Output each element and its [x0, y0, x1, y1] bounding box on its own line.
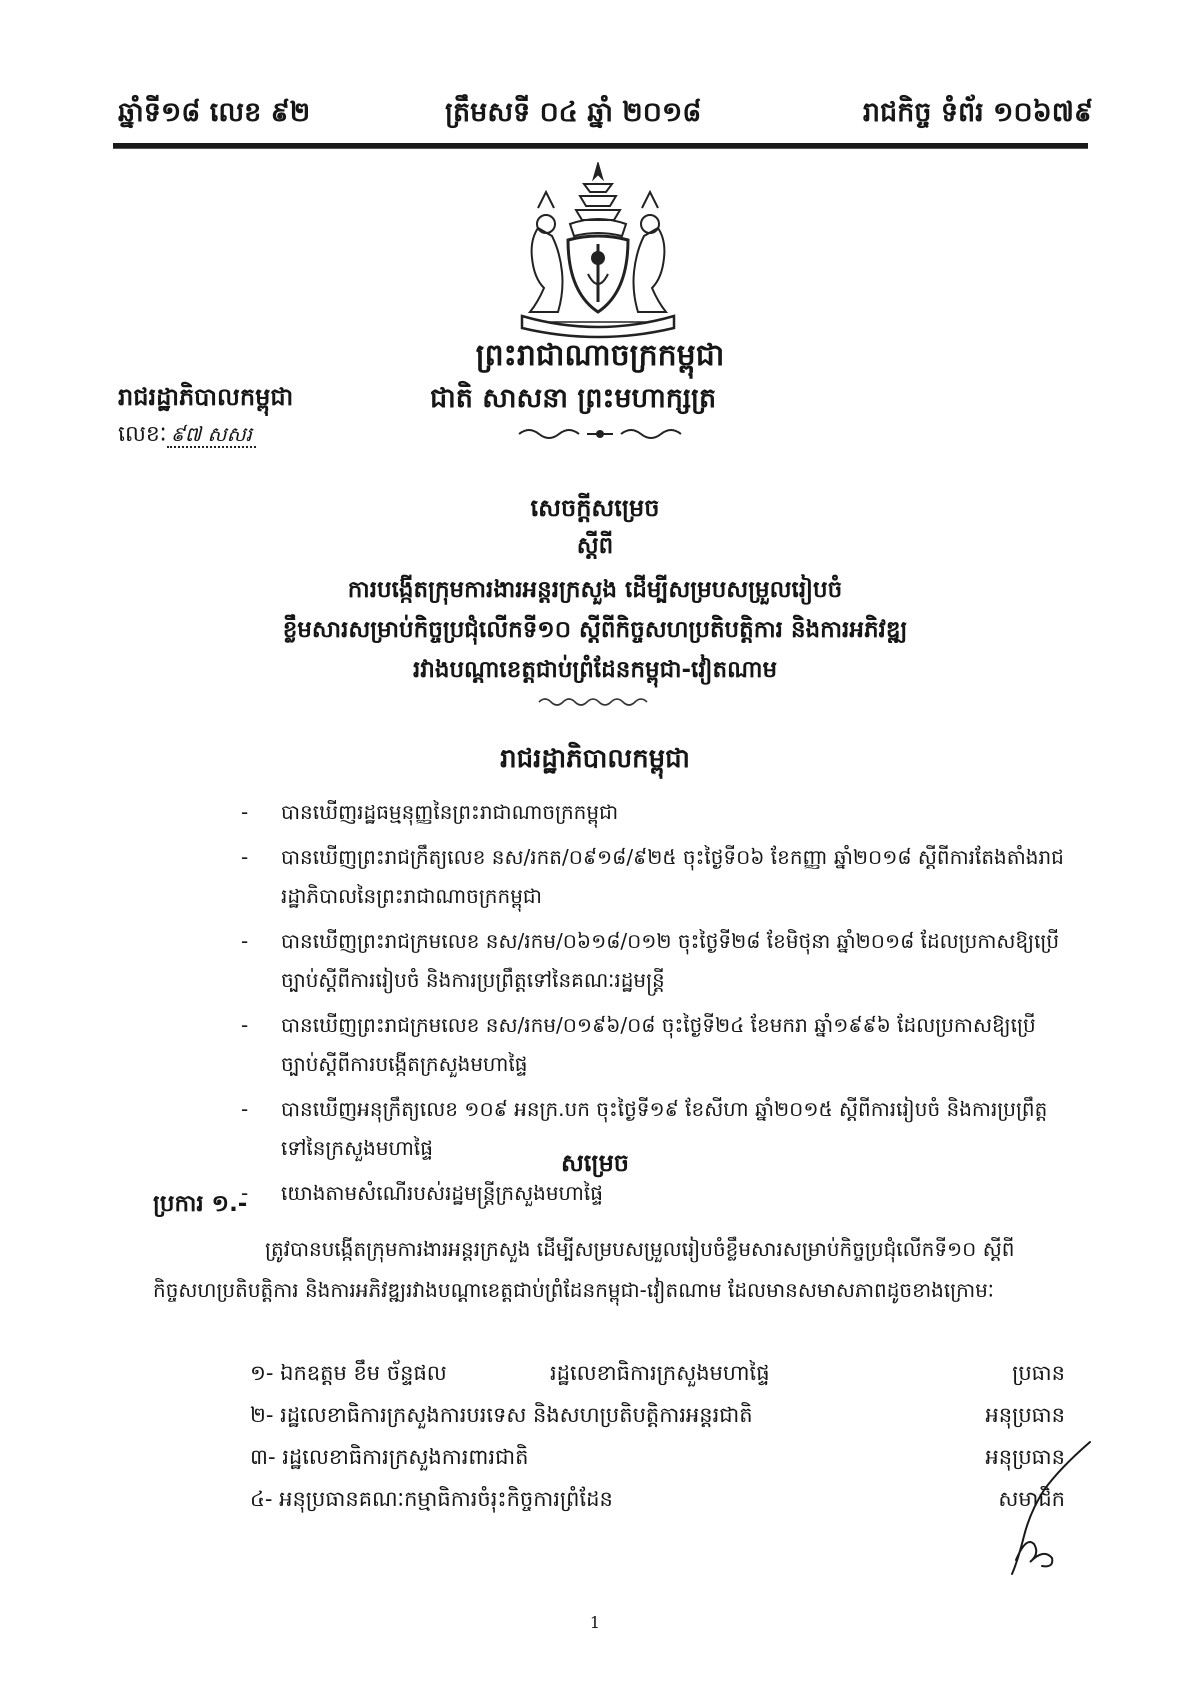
gazette-issue: ឆ្នាំទី១៨ លេខ ៩២: [118, 97, 311, 128]
issuer-heading: រាជរដ្ឋាភិបាលកម្ពុជា: [500, 744, 690, 774]
member-name: ២- រដ្ឋលេខាធិការក្រសួងការបរទេស និងសហប្រតិបត្តិការអន្តរជាតិ: [250, 1403, 753, 1427]
gazette-page: រាជកិច្ច ទំព័រ ១០៦៧៩: [862, 97, 1093, 128]
list-item: - បានឃើញរដ្ឋធម្មនុញ្ញនៃព្រះរាជាណាចក្រកម្ពុជា: [235, 793, 1065, 832]
document-about: ស្ដីពី: [576, 533, 614, 559]
member-name: ៣- រដ្ឋលេខាធិការក្រសួងការពារជាតិ: [250, 1445, 529, 1469]
list-item: - បានឃើញព្រះរាជក្រមលេខ នស/រកម/០១៩៦/០៨ ចុះថ្ងៃទី២៤ ខែមករា ឆ្នាំ១៩៩៦ ដែលប្រកាសឱ្យប្រើច្បាប់ស្ដីពីការបង្កើតក្រសួងមហាផ្ទៃ: [235, 1006, 1065, 1084]
reference-value: ៩៧ សសរ: [167, 422, 256, 448]
subject-line: ខ្លឹមសារសម្រាប់កិច្ចប្រជុំលើកទី១០ ស្ដីពីកិច្ចសហប្រតិបត្តិការ និងការអភិវឌ្ឍ: [282, 617, 908, 643]
list-item: - យោងតាមសំណើរបស់រដ្ឋមន្ត្រីក្រសួងមហាផ្ទៃ: [235, 1174, 1065, 1213]
member-role: អនុប្រធាន: [985, 1403, 1065, 1427]
member-role: ប្រធាន: [1012, 1361, 1065, 1385]
member-row: [250, 1444, 1065, 1484]
ornament-divider-icon: [515, 424, 685, 444]
header-rule: [113, 143, 1088, 149]
kingdom-title: ព្រះរាជាណាចក្រកម្ពុជា: [475, 338, 725, 373]
article-title: ប្រការ ១.-: [153, 1191, 248, 1217]
ornament-divider-icon: [535, 695, 655, 709]
document-subject: [150, 570, 1040, 690]
member-role: សមាជិក: [998, 1487, 1065, 1511]
subject-line: រវាងបណ្ដាខេត្តជាប់ព្រំដែនកម្ពុជា-វៀតណាម: [412, 657, 778, 683]
member-name: ១- ឯកឧត្តម ខឹម ច័ន្ទផល: [250, 1361, 447, 1385]
issuing-government: រាជរដ្ឋាភិបាលកម្ពុជា: [118, 383, 294, 411]
document-type: សេចក្ដីសម្រេច: [530, 494, 660, 522]
reference-label: លេខៈ: [118, 422, 167, 447]
list-item: - បានឃើញព្រះរាជក្រឹត្យលេខ នស/រកត/០៩១៨/៩២៥ ចុះថ្ងៃទី០៦ ខែកញ្ញា ឆ្នាំ២០១៨ ស្ដីពីការតែងតាំងរាជរដ្ឋាភិបាលនៃព្រះរាជាណាចក្រកម្ពុជា: [235, 838, 1065, 916]
handwritten-initial-icon: [990, 1440, 1100, 1580]
national-motto: ជាតិ សាសនា ព្រះមហាក្សត្រ: [430, 383, 717, 414]
member-name: ៤- អនុប្រធានគណៈកម្មាធិការចំរុះកិច្ចការព្រំដែន: [250, 1487, 613, 1511]
member-row: [250, 1486, 1065, 1526]
page-number: 1: [589, 1613, 601, 1632]
royal-coat-of-arms-icon: [508, 162, 688, 342]
list-item: - បានឃើញអនុក្រឹត្យលេខ ១០៩ អនក្រ.បក ចុះថ្ងៃទី១៩ ខែសីហា ឆ្នាំ២០១៥ ស្ដីពីការរៀបចំ និងការប្រព្រឹត្តទៅនៃក្រសួងមហាផ្ទៃ: [235, 1090, 1065, 1168]
member-position: រដ្ឋលេខាធិការក្រសួងមហាផ្ទៃ: [550, 1361, 770, 1385]
subject-line: ការបង្កើតក្រុមការងារអន្តរក្រសួង ដើម្បីសម្របសម្រួលរៀបចំ: [347, 577, 843, 603]
member-row: [250, 1360, 1065, 1400]
member-role: អនុប្រធាន: [985, 1445, 1065, 1469]
reference-number: [118, 420, 256, 452]
decides-heading: សម្រេច: [560, 1149, 630, 1177]
gazette-date: ត្រឹមសទី ០៤ ឆ្នាំ ២០១៨: [445, 97, 702, 128]
article-body: ត្រូវបានបង្កើតក្រុមការងារអន្តរក្រសួង ដើម្បីសម្របសម្រួលរៀបចំខ្លឹមសារសម្រាប់កិច្ចប្រជុំលើកទី១០ ស្ដីពីកិច្ចសហប្រតិបត្តិការ និងការអភិវឌ្ឍរវាងបណ្ដាខេត្តជាប់ព្រំដែនកម្ពុជា-វៀតណាម ដែលមានសមាសភាពដូចខាងក្រោមៈ: [153, 1237, 1015, 1302]
member-row: [250, 1402, 1065, 1442]
list-item: - បានឃើញព្រះរាជក្រមលេខ នស/រកម/០៦១៨/០១២ ចុះថ្ងៃទី២៨ ខែមិថុនា ឆ្នាំ២០១៨ ដែលប្រកាសឱ្យប្រើច្បាប់ស្ដីពីការរៀបចំ និងការប្រព្រឹត្តទៅនៃគណៈរដ្ឋមន្ត្រី: [235, 922, 1065, 1000]
